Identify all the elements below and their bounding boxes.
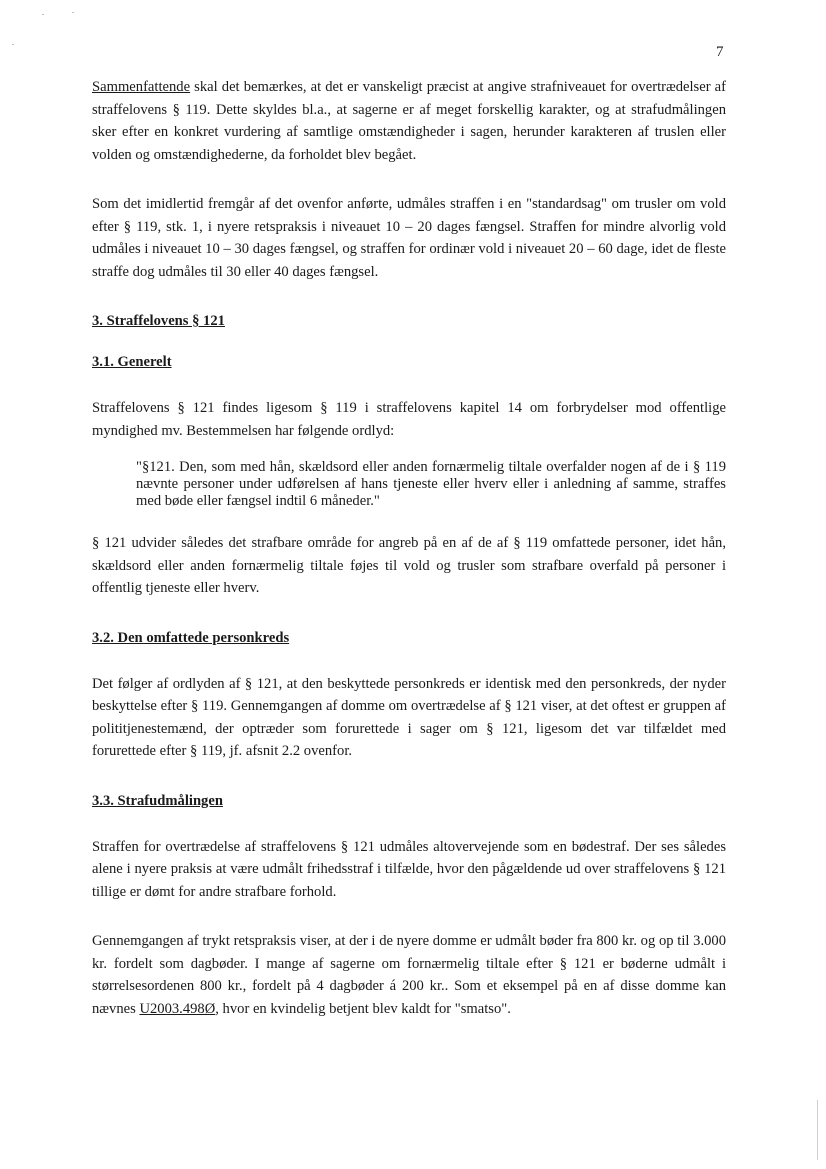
paragraph-scope: § 121 udvider således det strafbare område for angreb på en af de af § 119 omfattede personer, idet hån, skældsord eller anden fornærmelig tiltale føjes til vold og trusler som strafbare overfald på personer i offentlig tjeneste eller hverv.: [92, 535, 726, 596]
scan-edge-line: [817, 1100, 818, 1160]
scan-speck: [12, 44, 14, 45]
document-body: [92, 76, 726, 1020]
summary-text: skal det bemærkes, at det er vanskeligt præcist at angive strafniveauet for overtrædelser af straffelovens § 119. Dette skyldes bl.a., at sagerne er af meget forskellig karakter, og at strafudmålingen sker efter en konkret vurdering af samtlige omstændigheder i sagen, herunder karakteren af truslen eller volden og omstændighederne, da forholdet blev begået.: [92, 79, 726, 163]
case-reference-link[interactable]: U2003.498Ø: [139, 1000, 216, 1017]
statute-quote: "§121. Den, som med hån, skældsord eller anden fornærmelig tiltale overfalder nogen af de i § 119 nævnte personer under udførelsen af hans tjeneste eller hverv eller i anledning af samme, straffes med bøde eller fængsel indtil 6 måneder.": [136, 459, 726, 509]
scan-speck: [72, 12, 74, 13]
heading-section-3-3: 3.3. Strafudmålingen: [92, 792, 223, 809]
heading-section-3-1: 3.1. Generelt: [92, 354, 172, 370]
case-law-text-end: , hvor en kvindelig betjent blev kaldt for "smatso".: [215, 1000, 511, 1017]
heading-section-3: 3. Straffelovens § 121: [92, 313, 225, 329]
paragraph-general: Straffelovens § 121 findes ligesom § 119 i straffelovens kapitel 14 om forbrydelser mod offentlige myndighed mv. Bestemmelsen har følgende ordlyd:: [92, 400, 726, 439]
summary-lead-word: Sammenfattende: [92, 79, 191, 95]
case-law-text: Gennemgangen af trykt retspraksis viser, at der i de nyere domme er udmålt bøder fra 800 kr. og op til 3.000 kr. fordelt som dagbøder. I mange af sagerne om fornærmelig tiltale efter § 121 er bøderne udmålt i størrelsesordenen 800 kr., fordelt på 4 dagbøder á 200 kr.. Som et eksempel på en af disse domme kan nævnes: [92, 933, 726, 1017]
paragraph-sentencing: Straffen for overtrædelse af straffelovens § 121 udmåles altovervejende som en bødestraf. Der ses således alene i nyere praksis at være udmålt frihedsstraf i tilfælde, hvor den pågældende ud over straffelovens § 121 tillige er dømt for andre strafbare forhold.: [92, 838, 726, 900]
scan-speck: [42, 14, 44, 15]
paragraph-protected-persons: Det følger af ordlyden af § 121, at den beskyttede personkreds er identisk med den personkreds, der nyder beskyttelse efter § 119. Gennemgangen af domme om overtrædelse af § 121 viser, at det oftest er gruppen af polititjenestemænd, der optræder som forurettede i sager om § 121, ligesom det var tilfældet med forurettede efter § 119, jf. afsnit 2.2 ovenfor.: [92, 675, 726, 759]
paragraph-case-law: [92, 930, 726, 1020]
paragraph-summary: [92, 76, 726, 166]
paragraph-standard-case: Som det imidlertid fremgår af det ovenfor anførte, udmåles straffen i en "standardsag" om trusler om vold efter § 119, stk. 1, i nyere retspraksis i niveauet 10 – 20 dages fængsel. Straffen for mindre alvorlig vold udmåles i niveauet 10 – 30 dages fængsel, og straffen for ordinær vold i niveauet 20 – 60 dage, idet de fleste straffe dog udmåles til 30 eller 40 dages fængsel.: [92, 196, 726, 280]
heading-section-3-2: 3.2. Den omfattede personkreds: [92, 629, 290, 646]
page-number: 7: [716, 44, 724, 60]
